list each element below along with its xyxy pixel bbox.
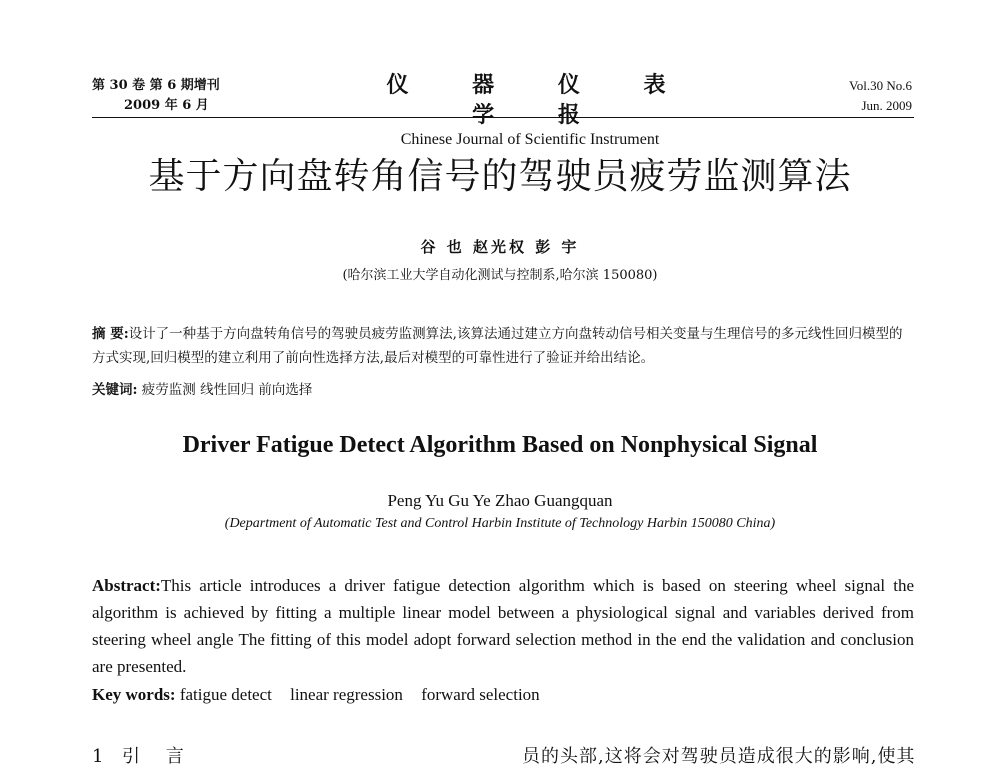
keyword-item: fatigue detect [179, 685, 272, 704]
issue-date-cn: 2009 年 6 月 [124, 98, 209, 113]
authors-cn: 谷 也 赵光权 彭 宇 [420, 238, 580, 256]
journal-name [350, 70, 710, 150]
keywords-en [92, 685, 914, 705]
abstract-en [92, 572, 914, 680]
keywords-cn-text: 疲劳监测 线性回归 前向选择 [141, 382, 313, 398]
keyword-item: linear regression [290, 685, 403, 704]
keyword-item: forward selection [421, 685, 540, 704]
issue-date-en: Jun. 2009 [861, 98, 912, 113]
journal-name-cn: 仪 器 仪 表 学 报 [386, 72, 694, 128]
header-rule [92, 117, 914, 118]
column2-text: 员的头部,这将会对驾驶员造成很大的影响,使其 [522, 746, 916, 767]
running-header-right [849, 76, 912, 116]
section-title: 引 言 [122, 746, 194, 767]
affiliation-en: (Department of Automatic Test and Control Harbin Institute of Technology Harbin 150080 China) [224, 516, 776, 531]
abstract-en-label: Abstract: [92, 576, 161, 595]
volume-issue: 第 30 卷 第 6 期增刊 [92, 78, 220, 93]
affiliation-cn: (哈尔滨工业大学自动化测试与控制系,哈尔滨 150080) [342, 268, 658, 283]
keywords-cn [92, 380, 914, 400]
paper-title-en: Driver Fatigue Detect Algorithm Based on Nonphysical Signal [182, 432, 818, 458]
volume-en: Vol.30 No.6 [849, 78, 912, 93]
keywords-en-label: Key words: [92, 685, 176, 704]
keywords-cn-label: 关键词: [92, 382, 138, 398]
authors-en: Peng Yu Gu Ye Zhao Guangquan [387, 491, 613, 510]
abstract-cn-label: 摘 要: [92, 326, 129, 342]
paper-title-cn: 基于方向盘转角信号的驾驶员疲劳监测算法 [148, 156, 852, 197]
abstract-en-text: This article introduces a driver fatigue detection algorithm which is based on steering wheel signal the algorithm is achieved by fitting a multiple linear model between a physiological signal and variables derived from steering wheel angle The fitting of this model adopt forward selection method in the end the validation and conclusion are presented. [92, 576, 914, 676]
running-header-left [92, 76, 220, 116]
section-heading [92, 742, 194, 768]
journal-name-en: Chinese Journal of Scientific Instrument [400, 131, 660, 148]
abstract-cn [92, 322, 914, 370]
abstract-cn-text: 设计了一种基于方向盘转角信号的驾驶员疲劳监测算法,该算法通过建立方向盘转动信号相关变量与生理信号的多元线性回归模型的方式实现,回归模型的建立利用了前向性选择方法,最后对模型的可靠性进行了验证并给出结论。 [92, 326, 903, 366]
section-number: 1 [92, 746, 104, 767]
